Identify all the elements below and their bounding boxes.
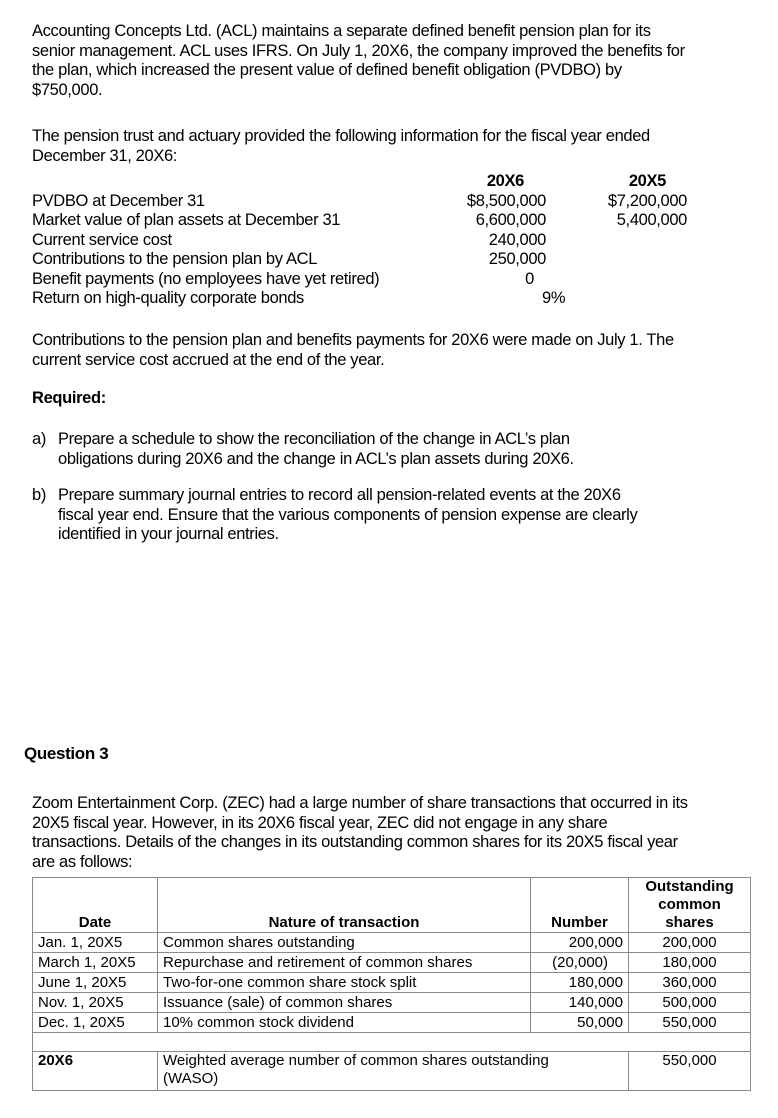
- cell-nature: Issuance (sale) of common shares: [158, 993, 531, 1013]
- cell-nature: Repurchase and retirement of common shares: [158, 953, 531, 973]
- note-line: current service cost accrued at the end of the year.: [32, 350, 385, 369]
- info-intro-paragraph: [32, 127, 752, 166]
- row-label: PVDBO at December 31: [32, 191, 205, 210]
- table-row: [33, 953, 751, 973]
- cell-outstanding: 180,000: [629, 953, 751, 973]
- table-row: [33, 1013, 751, 1033]
- required-heading: Required:: [32, 389, 106, 407]
- pension-info-row: [32, 289, 732, 309]
- table-row: [33, 933, 751, 953]
- item-text: [58, 430, 718, 469]
- cell-outstanding: 550,000: [629, 1013, 751, 1033]
- row-label: Contributions to the pension plan by ACL: [32, 250, 318, 268]
- cell-outstanding: 200,000: [629, 933, 751, 953]
- intro-paragraph: [32, 22, 752, 100]
- pension-info-row: [32, 211, 732, 231]
- item-line: fiscal year end. Ensure that the various components of pension expense are clearly: [58, 505, 638, 524]
- item-line: Prepare summary journal entries to record all pension-related events at the 20X6: [58, 486, 621, 504]
- cell-number: (20,000): [531, 953, 629, 973]
- summary-line: Weighted average number of common shares outstanding: [163, 1052, 549, 1069]
- pension-info-table: [32, 172, 732, 309]
- timing-note-paragraph: [32, 331, 752, 370]
- intro-line: December 31, 20X6:: [32, 146, 178, 165]
- q3-line: transactions. Details of the changes in its outstanding common shares for its 20X5 fiscal year: [32, 833, 678, 851]
- cell-number: 140,000: [531, 993, 629, 1013]
- question-3-heading: Question 3: [24, 744, 109, 763]
- cell-nature: 10% common stock dividend: [158, 1013, 531, 1033]
- summary-line: (WASO): [163, 1070, 219, 1087]
- share-transactions-table: [32, 877, 751, 1091]
- row-label: Market value of plan assets at December 31: [32, 211, 341, 229]
- intro-line: Accounting Concepts Ltd. (ACL) maintains a separate defined benefit pension plan for its: [32, 22, 651, 40]
- value-20X6: 240,000: [488, 230, 546, 249]
- intro-line: The pension trust and actuary provided the following information for the fiscal year ended: [32, 127, 650, 145]
- cell-date: June 1, 20X5: [33, 973, 158, 993]
- row-label: Benefit payments (no employees have yet retired): [32, 269, 380, 288]
- cell-date: Nov. 1, 20X5: [33, 993, 158, 1013]
- cell-number: 200,000: [531, 933, 629, 953]
- item-text: [58, 486, 718, 545]
- value-20X5: 5,400,000: [616, 211, 687, 229]
- q3-line: are as follows:: [32, 852, 133, 871]
- pension-info-header: [32, 172, 732, 192]
- header-outstanding: [629, 878, 751, 933]
- pension-info-row: [32, 270, 732, 290]
- table-summary-row: [33, 1052, 751, 1091]
- cell-summary-year: 20X6: [33, 1052, 158, 1091]
- item-line: obligations during 20X6 and the change in ACL’s plan assets during 20X6.: [58, 449, 574, 468]
- item-marker: a): [32, 430, 46, 448]
- intro-line: senior management. ACL uses IFRS. On July 1, 20X6, the company improved the benefits for: [32, 41, 685, 60]
- question-3-paragraph: [32, 794, 752, 872]
- cell-number: 180,000: [531, 973, 629, 993]
- intro-line: $750,000.: [32, 80, 103, 99]
- column-header-20X6: 20X6: [486, 172, 524, 190]
- row-label: Current service cost: [32, 230, 172, 249]
- cell-nature: Common shares outstanding: [158, 933, 531, 953]
- header-line: shares: [665, 914, 714, 931]
- column-header-20X5: 20X5: [628, 172, 666, 190]
- header-line: Outstanding: [645, 878, 734, 895]
- cell-summary-nature: [158, 1052, 629, 1091]
- value-20X6: 250,000: [488, 250, 546, 268]
- q3-line: 20X5 fiscal year. However, in its 20X6 fiscal year, ZEC did not engage in any share: [32, 813, 608, 832]
- cell-outstanding: 500,000: [629, 993, 751, 1013]
- header-number: Number: [531, 878, 629, 933]
- cell-number: 50,000: [531, 1013, 629, 1033]
- item-marker: b): [32, 486, 46, 504]
- item-line: identified in your journal entries.: [58, 525, 279, 543]
- cell-summary-outstanding: 550,000: [629, 1052, 751, 1091]
- table-row: [33, 973, 751, 993]
- table-row: [33, 993, 751, 1013]
- pension-info-row: [32, 250, 732, 270]
- value-20X6: 0: [525, 269, 534, 288]
- header-date: Date: [33, 878, 158, 933]
- row-label: Return on high-quality corporate bonds: [32, 289, 304, 307]
- cell-date: March 1, 20X5: [33, 953, 158, 973]
- pension-info-row: [32, 231, 732, 251]
- table-spacer-row: [33, 1033, 751, 1052]
- value-20X6: $8,500,000: [466, 191, 546, 210]
- header-line: common: [658, 896, 721, 913]
- spacer-cell: [33, 1033, 751, 1052]
- item-line: Prepare a schedule to show the reconciliation of the change in ACL’s plan: [58, 430, 570, 448]
- cell-date: Dec. 1, 20X5: [33, 1013, 158, 1033]
- table-header-row: [33, 878, 751, 933]
- q3-line: Zoom Entertainment Corp. (ZEC) had a large number of share transactions that occurred in its: [32, 794, 688, 812]
- value-20X5: $7,200,000: [607, 191, 687, 210]
- cell-nature: Two-for-one common share stock split: [158, 973, 531, 993]
- value-20X6: 9%: [542, 289, 566, 307]
- header-nature: Nature of transaction: [158, 878, 531, 933]
- cell-outstanding: 360,000: [629, 973, 751, 993]
- cell-date: Jan. 1, 20X5: [33, 933, 158, 953]
- pension-info-row: [32, 192, 732, 212]
- note-line: Contributions to the pension plan and benefits payments for 20X6 were made on July 1. The: [32, 331, 674, 349]
- value-20X6: 6,600,000: [475, 211, 546, 229]
- intro-line: the plan, which increased the present value of defined benefit obligation (PVDBO) by: [32, 61, 622, 79]
